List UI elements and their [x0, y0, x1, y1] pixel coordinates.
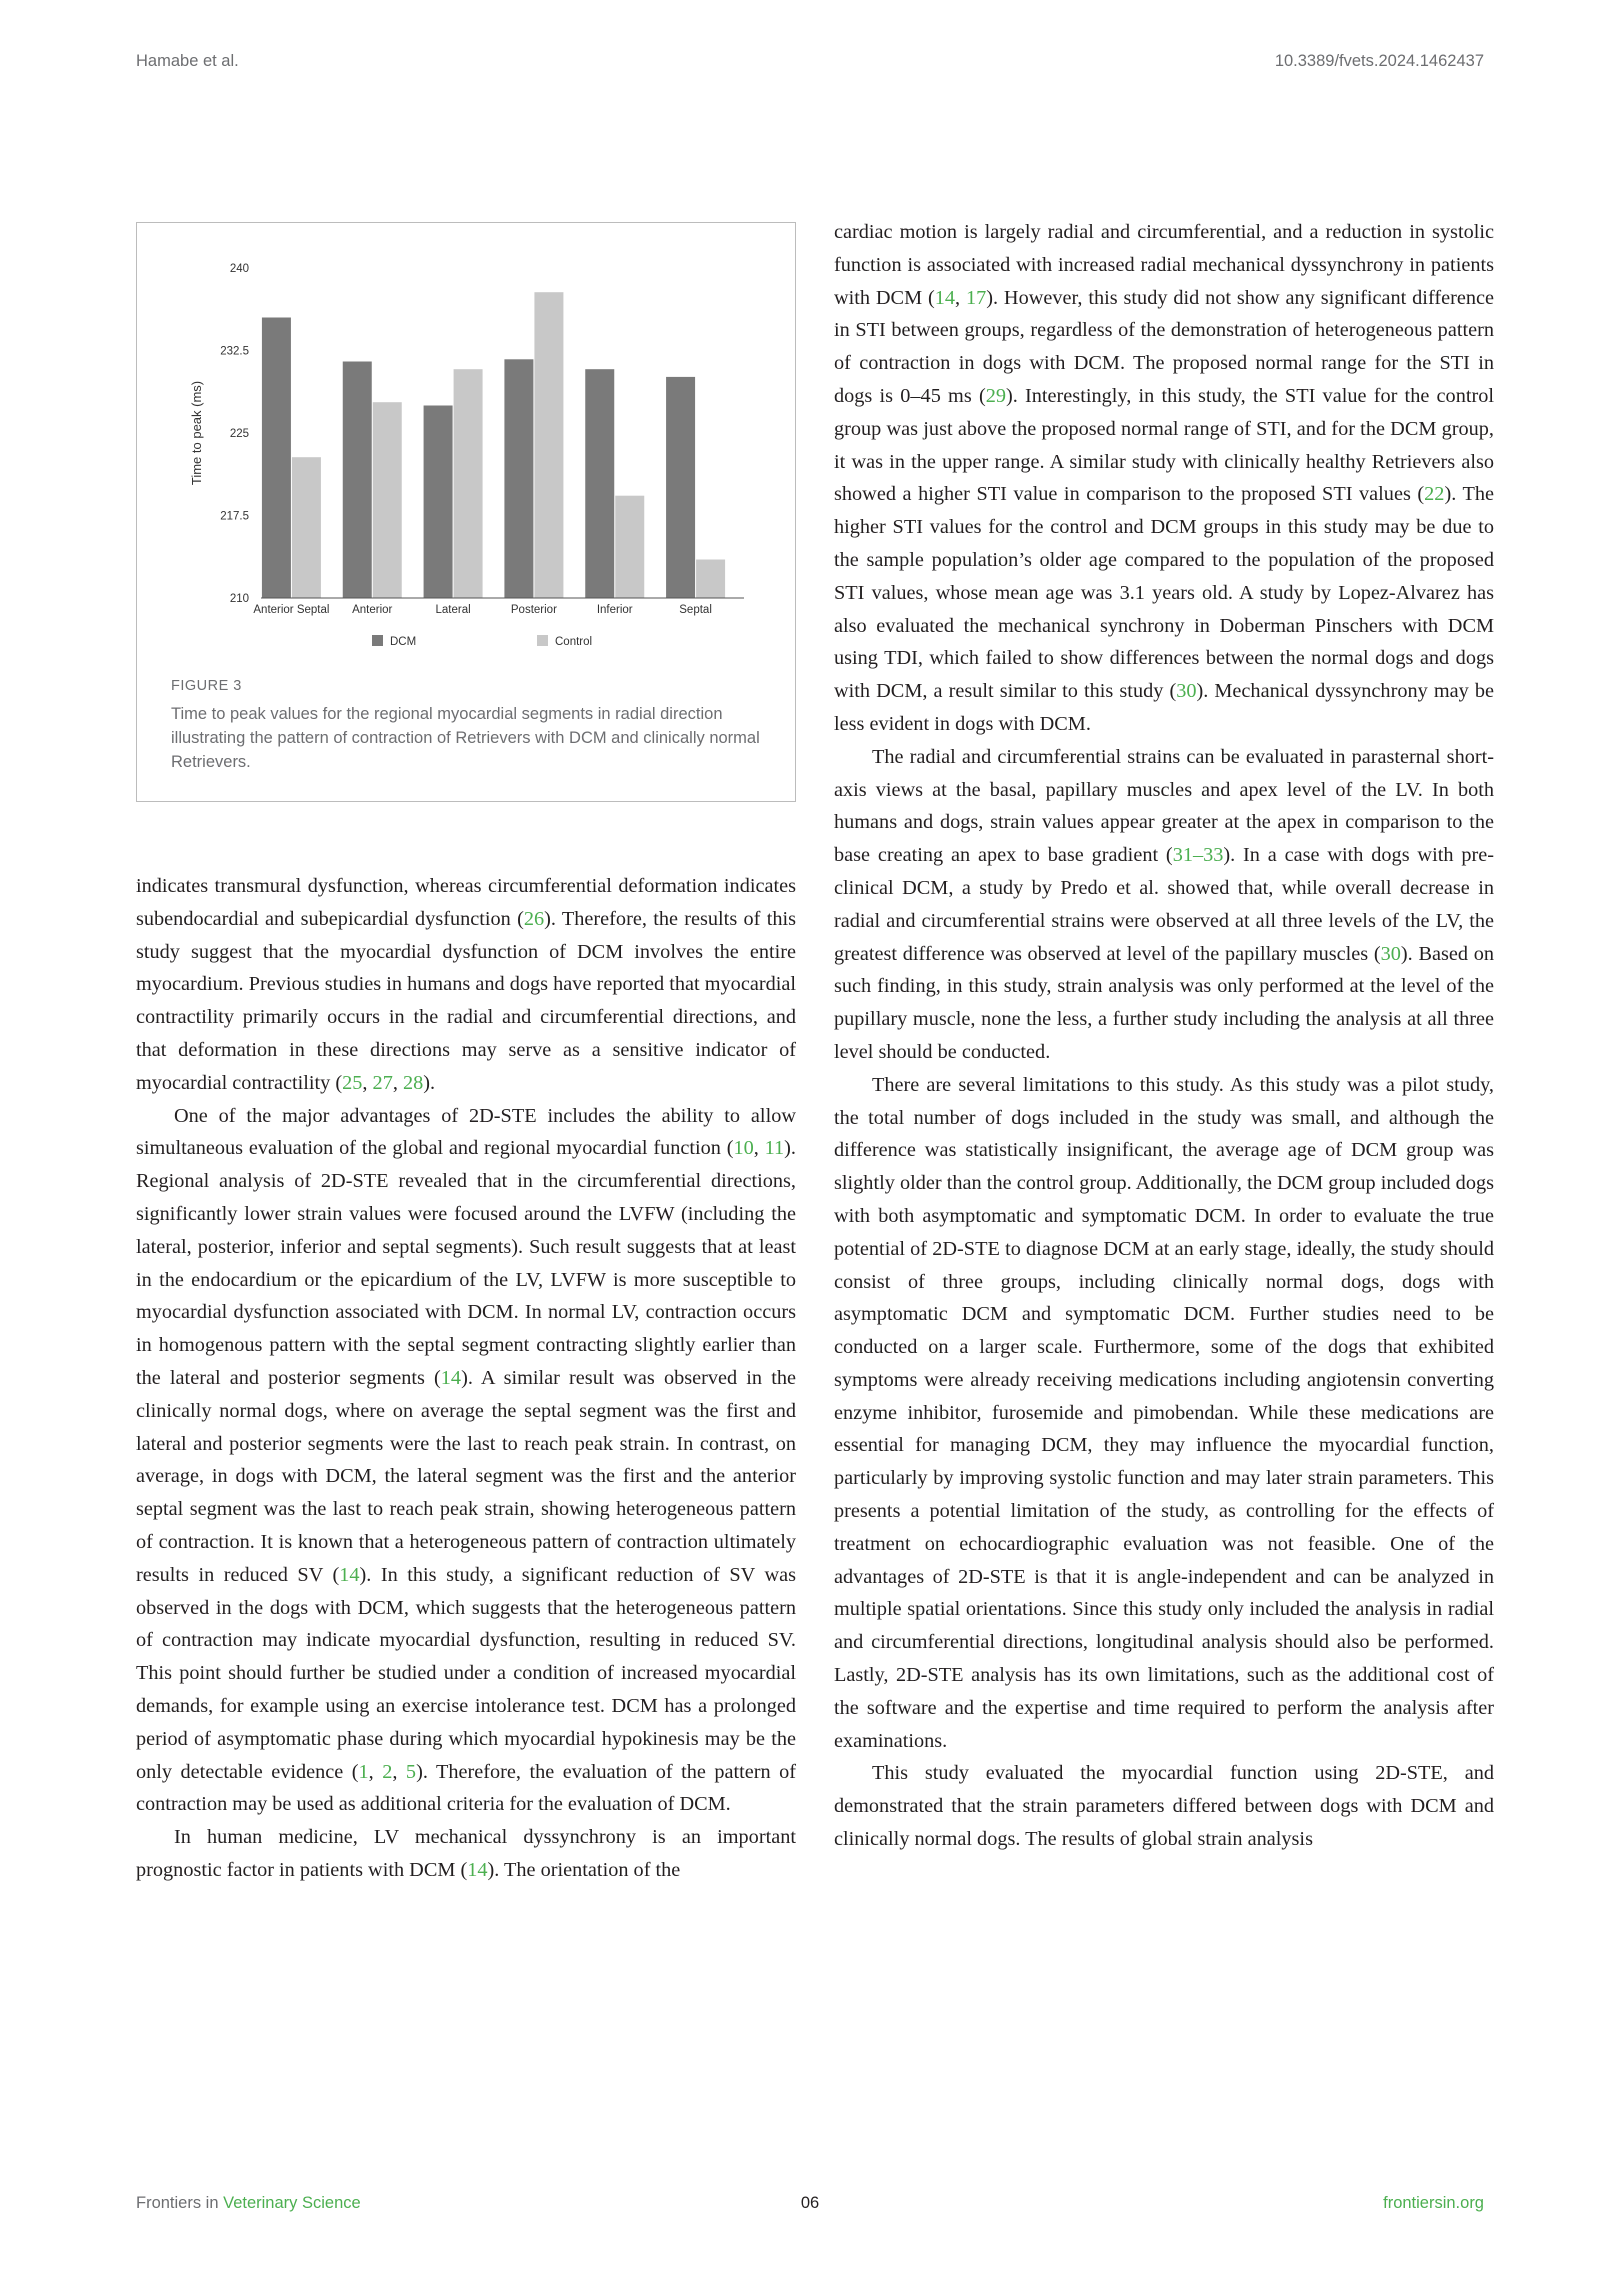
text-run: indicates transmural dysfunction, whereas circumferential deformation indicates subendocardial and subepicardial dysfunction ( [136, 875, 796, 930]
text-run: , [368, 1760, 383, 1783]
bar-dcm [504, 359, 533, 598]
bar-control [696, 560, 725, 599]
text-run: ). Mechanical dyssynchrony may be less evident in dogs with DCM. [834, 680, 1494, 735]
y-tick-label: 210 [229, 593, 249, 605]
running-header-authors: Hamabe et al. [136, 52, 239, 70]
x-tick-label: Posterior [510, 604, 557, 616]
text-run: ). [423, 1071, 436, 1094]
text-run: ). In this study, a significant reduction of SV was observed in the dogs with DCM, which suggests that the heterogeneous pattern of contraction may indicate myocardial dysfunction, resulting in reduced SV. This point should further be studied under a condition of increased myocardial demands, for example using an exercise intolerance test. DCM has a prolonged period of asymptomatic phase during which myocardial hypokinesis may be the only detectable evidence ( [136, 1563, 796, 1783]
citation-link[interactable]: 14 [339, 1563, 360, 1586]
paragraph [136, 870, 796, 1100]
y-tick-label: 225 [229, 428, 249, 440]
x-tick-label: Septal [679, 604, 712, 616]
text-run: ). Regional analysis of 2D-STE revealed that in the circumferential directions, significantly lower strain values were focused around the LVFW (including the lateral, posterior, inferior and septal segments). Such result suggests that at least in the endocardium or the epicardium of the LV, LVFW is more susceptible to myocardial dysfunction associated with DCM. In normal LV, contraction occurs in homogenous pattern with the septal segment contracting slightly earlier than the lateral and posterior segments ( [136, 1137, 796, 1389]
bar-chart [137, 223, 797, 663]
bar-dcm [585, 369, 614, 598]
citation-link[interactable]: 2 [382, 1760, 393, 1783]
citation-link[interactable]: 14 [934, 286, 956, 309]
bar-control [292, 457, 321, 598]
legend-label: DCM [390, 636, 417, 648]
citation-link[interactable]: 17 [965, 286, 987, 309]
x-tick-label: Inferior [596, 604, 633, 616]
text-run: ). In a case with dogs with pre-clinical DCM, a study by Predo et al. showed that, while overall decrease in radial and circumferential strains were observed at all three levels of the LV, the greatest difference was observed at level of the papillary muscles ( [834, 844, 1494, 965]
bar-dcm [343, 362, 372, 599]
page-number: 06 [800, 2194, 820, 2212]
citation-link[interactable]: 1 [358, 1760, 369, 1783]
figure-label: FIGURE 3 [171, 678, 242, 694]
text-run: ). A similar result was observed in the clinically normal dogs, where on average the septal segment was the first and lateral and posterior segments were the last to reach peak strain. In contrast, on average, in dogs with DCM, the lateral segment was the first and the anterior septal segment was the last to reach peak strain, showing heterogeneous pattern of contraction. It is known that a heterogeneous pattern of contraction ultimately results in reduced SV ( [136, 1366, 796, 1586]
text-run: cardiac motion is largely radial and circumferential, and a reduction in systolic function is associated with increased radial mechanical dyssynchrony in patients with DCM ( [834, 221, 1494, 309]
footer-journal-name[interactable]: Veterinary Science [223, 2194, 361, 2212]
text-run: The radial and circumferential strains can be evaluated in parasternal short-axis views at the basal, papillary muscles and apex level of the LV. In both humans and dogs, strain values appear greater at the apex in comparison to the base creating an apex to base gradient ( [834, 745, 1494, 867]
right-column [834, 216, 1494, 1856]
legend-swatch-dcm [372, 635, 383, 646]
text-run: ). However, this study did not show any significant difference in STI between groups, regardless of the demonstration of heterogeneous pattern of contraction in dogs with DCM. The proposed normal range for the STI in dogs is 0–45 ms ( [834, 286, 1494, 407]
legend-label: Control [555, 636, 593, 648]
citation-link[interactable]: 27 [372, 1071, 393, 1094]
citation-link[interactable]: 10 [733, 1137, 754, 1160]
bar-dcm [262, 318, 291, 599]
text-run: ). Interestingly, in this study, the STI value for the control group was just above the proposed normal range of STI, and for the DCM group, it was in the upper range. A similar study with clinically healthy Retrievers also showed a higher STI value in comparison to the proposed STI values ( [834, 384, 1495, 506]
citation-link[interactable]: 28 [402, 1071, 424, 1094]
left-column [136, 870, 796, 1887]
bar-control [534, 292, 563, 598]
bar-control [615, 496, 644, 598]
bar-dcm [666, 377, 695, 598]
text-run: , [955, 286, 966, 309]
citation-link[interactable]: 31–33 [1172, 844, 1224, 867]
x-tick-label: Anterior [352, 604, 393, 616]
x-tick-label: Anterior Septal [253, 604, 330, 616]
footer-site-link[interactable]: frontiersin.org [1383, 2194, 1484, 2212]
text-run: ). Based on such finding, in this study, strain analysis was only performed at the level of the pupillary muscle, none the less, a further study including the analysis at all three level should be conducted. [834, 942, 1494, 1063]
footer-journal-prefix: Frontiers in [136, 2194, 224, 2212]
text-run: , [392, 1760, 406, 1783]
citation-link[interactable]: 14 [467, 1858, 488, 1881]
text-run: , [753, 1137, 765, 1160]
paragraph [834, 216, 1494, 741]
paragraph [834, 741, 1494, 1069]
text-run: There are several limitations to this study. As this study was a pilot study, the total number of dogs included in the study was small, and although the difference was statistically insignificant, the average age of DCM group was slightly older than the control group. Additionally, the DCM group included dogs with both asymptomatic and symptomatic DCM. In order to evaluate the true potential of 2D-STE to diagnose DCM at an early stage, ideally, the study should consist of three groups, including clinically normal dogs, dogs with asymptomatic DCM and symptomatic DCM. Further studies need to be conducted on a larger scale. Furthermore, some of the dogs that exhibited symptoms were already receiving medications including angiotensin converting enzyme inhibitor, furosemide and pimobendan. While these medications are essential for managing DCM, they may influence the myocardial function, particularly by improving systolic function and may later strain parameters. This presents a potential limitation of the study, as controlling for the effects of treatment on echocardiographic evaluation was not feasible. One of the advantages of 2D-STE is that it is angle-independent and can be analyzed in multiple spatial orientations. Since this study only included the analysis in radial and circumferential directions, longitudinal analysis should also be performed. Lastly, 2D-STE analysis has its own limitations, such as the additional cost of the software and the expertise and time required to perform the analysis after examinations. [834, 1073, 1494, 1752]
y-axis-title: Time to peak (ms) [189, 380, 204, 486]
bar-control [454, 369, 483, 598]
citation-link[interactable]: 29 [985, 384, 1006, 407]
text-run: One of the major advantages of 2D-STE includes the ability to allow simultaneous evaluation of the global and regional myocardial function ( [136, 1104, 796, 1160]
paragraph [834, 1757, 1494, 1855]
text-run: ). The orientation of the [487, 1858, 681, 1881]
text-run: ). Therefore, the evaluation of the pattern of contraction may be used as additional criteria for the evaluation of DCM. [136, 1760, 797, 1816]
text-run: , [362, 1071, 373, 1094]
y-tick-label: 217.5 [220, 510, 249, 523]
text-run: ). The higher STI values for the control and DCM groups in this study may be due to the sample population’s older age compared to the population of the proposed STI values, whose mean age was 3.1 years old. A study by Lopez-Alvarez has also evaluated the mechanical synchrony in Doberman Pinschers with DCM using TDI, which failed to show differences between the normal dogs and dogs with DCM, a result similar to this study ( [834, 483, 1494, 703]
running-header-doi: 10.3389/fvets.2024.1462437 [1274, 52, 1484, 70]
bar-control [373, 402, 402, 598]
citation-link[interactable]: 5 [405, 1760, 417, 1783]
figure-caption: Time to peak values for the regional myocardial segments in radial direction illustrating the pattern of contraction of Retrievers with DCM and clinically normal Retrievers. [171, 705, 760, 771]
citation-link[interactable]: 26 [523, 907, 545, 930]
text-run: ). Therefore, the results of this study suggest that the myocardial dysfunction of DCM involves the entire myocardium. Previous studies in humans and dogs have reported that myocardial contractility primarily occurs in the radial and circumferential directions, and that deformation in these directions may serve as a sensitive indicator of myocardial contractility ( [136, 907, 796, 1094]
y-tick-label: 240 [229, 263, 249, 275]
y-tick-label: 232.5 [220, 345, 249, 358]
text-run: , [392, 1071, 403, 1094]
text-run: This study evaluated the myocardial function using 2D-STE, and demonstrated that the strain parameters differed between dogs with DCM and clinically normal dogs. The results of global strain analysis [834, 1762, 1494, 1851]
legend-swatch-control [537, 635, 548, 646]
paragraph [136, 1100, 796, 1822]
bar-dcm [424, 406, 453, 599]
citation-link[interactable]: 22 [1424, 483, 1445, 506]
text-run: In human medicine, LV mechanical dyssynchrony is an important prognostic factor in patients with DCM ( [136, 1826, 796, 1881]
paragraph [834, 1069, 1494, 1758]
citation-link[interactable]: 30 [1176, 680, 1197, 703]
citation-link[interactable]: 11 [764, 1137, 785, 1160]
paragraph [136, 1821, 796, 1887]
citation-link[interactable]: 25 [342, 1071, 363, 1094]
citation-link[interactable]: 30 [1380, 942, 1401, 965]
citation-link[interactable]: 14 [440, 1366, 462, 1389]
x-tick-label: Lateral [435, 604, 471, 616]
figure-3 [136, 222, 796, 802]
